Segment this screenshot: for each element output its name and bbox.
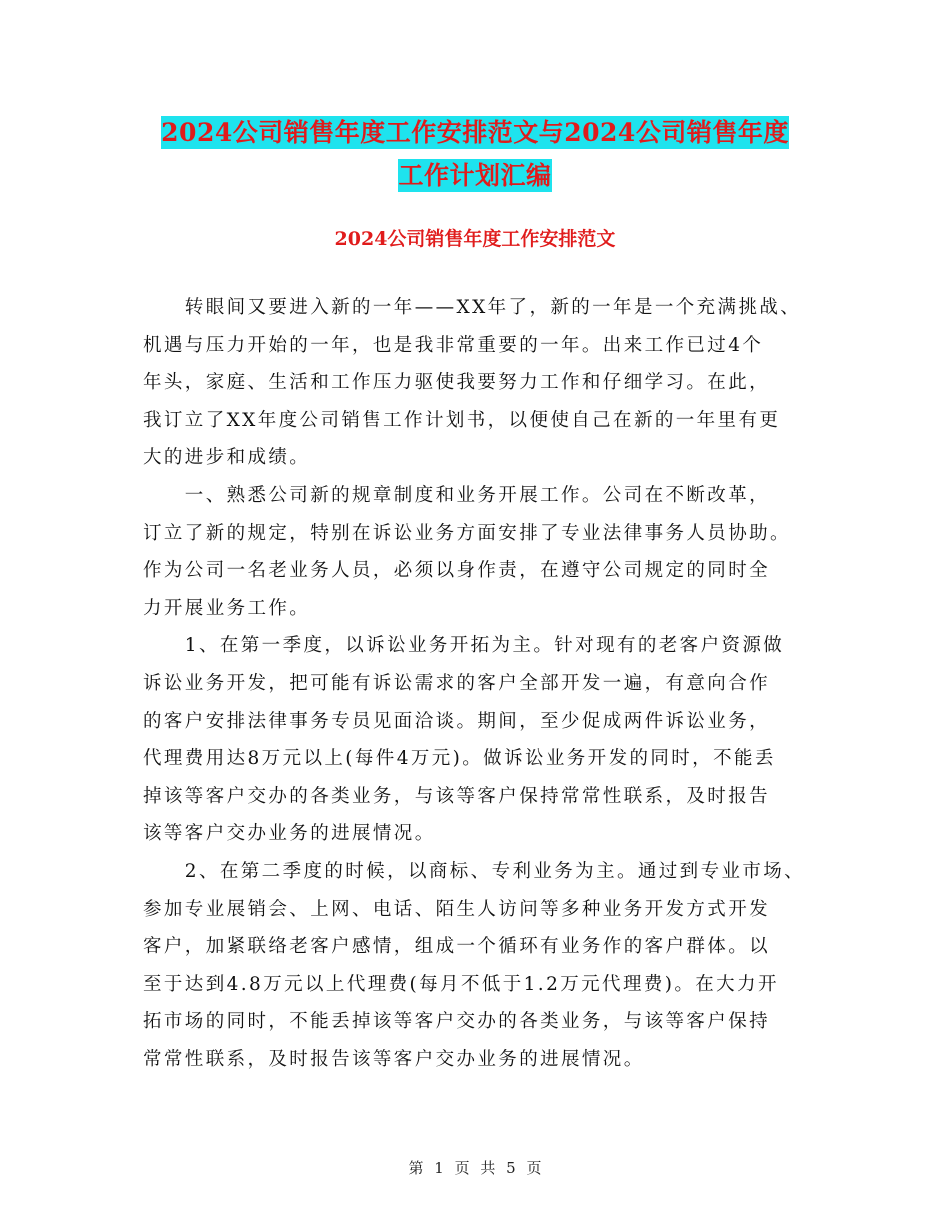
body-line: 该等客户交办业务的进展情况。	[143, 823, 436, 844]
body-line: 我订立了XX年度公司销售工作计划书，以便使自己在新的一年里有更	[143, 410, 781, 431]
body-line: 机遇与压力开始的一年，也是我非常重要的一年。出来工作已过4个	[143, 335, 764, 356]
body-line: 作为公司一名老业务人员，必须以身作责，在遵守公司规定的同时全	[143, 560, 771, 581]
body-line: 参加专业展销会、上网、电话、陌生人访问等多种业务开发方式开发	[143, 899, 771, 920]
body-line: 一、熟悉公司新的规章制度和业务开展工作。公司在不断改革，	[143, 485, 771, 506]
body-line: 订立了新的规定，特别在诉讼业务方面安排了专业法律事务人员协助。	[143, 523, 791, 544]
body-line: 常常性联系，及时报告该等客户交办业务的进展情况。	[143, 1049, 645, 1070]
title-highlight-2: 工作计划汇编	[398, 161, 552, 190]
body-line: 年头，家庭、生活和工作压力驱使我要努力工作和仔细学习。在此，	[143, 372, 771, 393]
body-line: 诉讼业务开发，把可能有诉讼需求的客户全部开发一遍，有意向合作	[143, 673, 771, 694]
body-line: 拓市场的同时，不能丢掉该等客户交办的各类业务，与该等客户保持	[143, 1011, 771, 1032]
body-line: 客户，加紧联络老客户感情，组成一个循环有业务作的客户群体。以	[143, 936, 771, 957]
document-title-line-1	[0, 113, 950, 149]
body-line: 至于达到4.8万元以上代理费(每月不低于1.2万元代理费)。在大力开	[143, 974, 779, 995]
body-line: 大的进步和成绩。	[143, 447, 311, 468]
body-line: 转眼间又要进入新的一年——XX年了，新的一年是一个充满挑战、	[143, 297, 802, 318]
document-title-line-2	[0, 156, 950, 192]
body-line: 2、在第二季度的时候，以商标、专利业务为主。通过到专业市场、	[143, 861, 806, 882]
body-line: 掉该等客户交办的各类业务，与该等客户保持常常性联系，及时报告	[143, 786, 771, 807]
body-line: 力开展业务工作。	[143, 598, 311, 619]
body-line: 的客户安排法律事务专员见面洽谈。期间，至少促成两件诉讼业务，	[143, 711, 771, 732]
title-highlight-1: 2024公司销售年度工作安排范文与2024公司销售年度	[161, 118, 789, 147]
body-line: 代理费用达8万元以上(每件4万元)。做诉讼业务开发的同时，不能丢	[143, 748, 776, 769]
body-line: 1、在第一季度，以诉讼业务开拓为主。针对现有的老客户资源做	[143, 635, 785, 656]
page-footer: 第 1 页 共 5 页	[408, 1159, 542, 1177]
section-title: 2024公司销售年度工作安排范文	[334, 228, 616, 250]
